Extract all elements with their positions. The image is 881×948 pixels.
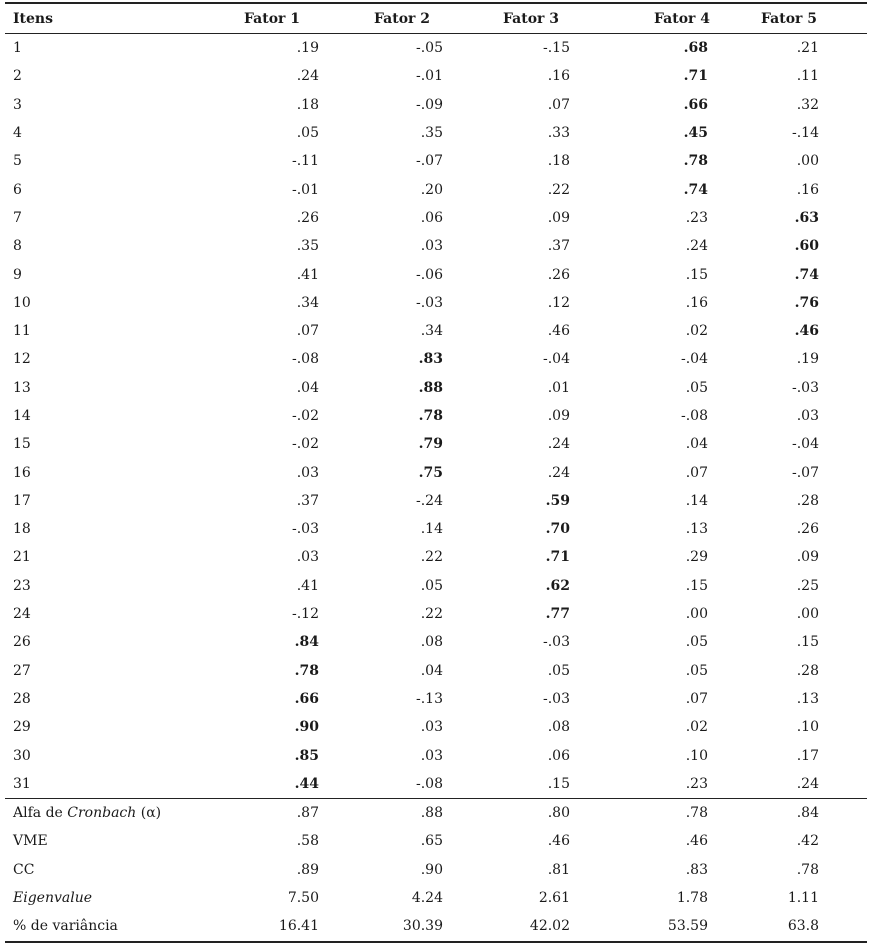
- item-number: 26: [13, 634, 31, 651]
- table-row: [5, 430, 867, 458]
- table-row: [5, 119, 867, 147]
- loading-cell-factor-5: .19: [796, 351, 819, 368]
- table-row: [5, 91, 867, 119]
- item-number: 18: [13, 521, 31, 538]
- loading-cell-factor-2: .75: [418, 464, 443, 481]
- loading-cell-factor-4: .68: [683, 40, 708, 57]
- header-factor-1: Fator 1: [244, 10, 301, 27]
- item-number: 30: [13, 747, 31, 764]
- loading-cell-factor-2: -.01: [416, 68, 443, 85]
- loading-cell-factor-4: .14: [685, 492, 708, 509]
- loading-cell-factor-3: .12: [547, 294, 570, 311]
- item-number: 8: [13, 238, 22, 255]
- loading-cell-factor-5: .28: [796, 492, 819, 509]
- loading-cell-factor-5: -.04: [792, 436, 819, 453]
- table-row: [5, 487, 867, 515]
- loading-cell-factor-1: .05: [296, 125, 319, 142]
- stat-value-factor-2: .65: [420, 833, 443, 850]
- loading-cell-factor-4: -.08: [681, 408, 708, 424]
- table-row: [5, 685, 867, 713]
- loading-cell-factor-2: .34: [420, 323, 443, 340]
- loading-cell-factor-3: .07: [547, 96, 570, 113]
- table-row: [5, 543, 867, 571]
- stat-label-suffix: (α): [136, 805, 162, 822]
- loading-cell-factor-4: .23: [685, 209, 708, 226]
- header-factor-5: Fator 5: [761, 10, 818, 27]
- loading-cell-factor-3: -.03: [543, 634, 570, 651]
- loading-cell-factor-1: .18: [296, 96, 319, 113]
- stat-value-factor-3: .80: [547, 805, 570, 822]
- loading-cell-factor-5: .21: [796, 40, 819, 57]
- stat-label: [5, 799, 213, 828]
- loading-cell-factor-1: .26: [296, 209, 319, 226]
- loading-cell-factor-2: .05: [420, 577, 443, 594]
- stats-row: [5, 799, 867, 828]
- loading-cell-factor-5: .13: [796, 690, 819, 707]
- loading-cell-factor-3: .71: [545, 549, 570, 566]
- loading-cell-factor-2: .35: [420, 125, 443, 142]
- table-row: [5, 317, 867, 345]
- item-number: 16: [13, 464, 31, 481]
- loading-cell-factor-5: .15: [796, 634, 819, 651]
- loading-cell-factor-3: .26: [547, 266, 570, 283]
- item-number: 10: [13, 294, 31, 311]
- loading-cell-factor-2: -.03: [416, 294, 443, 311]
- stat-label-text: Alfa de: [13, 805, 68, 822]
- loading-cell-factor-1: -.01: [292, 181, 319, 198]
- item-number: 13: [13, 379, 31, 396]
- item-number: 3: [13, 96, 22, 113]
- stat-value-factor-4: 1.78: [676, 890, 708, 907]
- stat-value-factor-1: 7.50: [287, 890, 319, 907]
- table-row: [5, 402, 867, 430]
- header-items: Itens: [13, 10, 53, 27]
- loading-cell-factor-2: .78: [418, 408, 443, 424]
- loading-cell-factor-1: -.02: [292, 408, 319, 424]
- loading-cell-factor-3: -.04: [543, 351, 570, 368]
- item-number: 29: [13, 719, 31, 736]
- table-row: [5, 232, 867, 260]
- table-row: [5, 572, 867, 600]
- loading-cell-factor-5: .63: [794, 209, 819, 226]
- loading-cell-factor-4: .74: [683, 181, 708, 198]
- loading-cell-factor-4: .07: [685, 464, 708, 481]
- loading-cell-factor-4: .05: [685, 634, 708, 651]
- loading-cell-factor-5: .11: [796, 68, 819, 85]
- loading-cell-factor-3: .15: [547, 775, 570, 792]
- loading-cell-factor-3: .08: [547, 719, 570, 736]
- loading-cell-factor-4: .02: [685, 323, 708, 340]
- loading-cell-factor-2: .03: [420, 238, 443, 255]
- loading-cell-factor-4: .78: [683, 153, 708, 170]
- loading-cell-factor-1: .44: [294, 775, 319, 792]
- item-number: 28: [13, 690, 31, 707]
- loading-cell-factor-4: .15: [685, 577, 708, 594]
- item-number: 15: [13, 436, 31, 453]
- stat-label-italic: Eigenvalue: [13, 890, 92, 907]
- loading-cell-factor-2: .03: [420, 719, 443, 736]
- table-row: [5, 741, 867, 769]
- loading-cell-factor-3: .06: [547, 747, 570, 764]
- loading-cell-factor-1: -.11: [292, 153, 319, 170]
- stat-value-factor-2: 4.24: [411, 890, 443, 907]
- loading-cell-factor-2: .14: [420, 521, 443, 538]
- loading-cell-factor-3: .59: [545, 492, 570, 509]
- loading-cell-factor-1: .19: [296, 40, 319, 57]
- table-row: [5, 175, 867, 203]
- loading-cell-factor-5: .25: [796, 577, 819, 594]
- item-number: 21: [13, 549, 31, 566]
- header-row: [5, 3, 867, 34]
- table-row: [5, 628, 867, 656]
- loading-cell-factor-1: .90: [294, 719, 319, 736]
- loading-cell-factor-5: .60: [794, 238, 819, 255]
- loading-cell-factor-5: .46: [794, 323, 819, 340]
- loading-cell-factor-4: .23: [685, 775, 708, 792]
- loading-cell-factor-4: .71: [683, 68, 708, 85]
- loading-cell-factor-2: -.09: [416, 96, 443, 113]
- loading-cell-factor-5: .74: [794, 266, 819, 283]
- loading-cell-factor-3: .46: [547, 323, 570, 340]
- item-number: 23: [13, 577, 31, 594]
- stats-row: [5, 827, 867, 855]
- loading-cell-factor-1: -.12: [292, 606, 319, 623]
- loading-cell-factor-4: .45: [683, 125, 708, 142]
- loading-cell-factor-1: -.02: [292, 436, 319, 453]
- loading-cell-factor-1: .41: [296, 266, 319, 283]
- table-row: [5, 374, 867, 402]
- loading-cell-factor-1: .37: [296, 492, 319, 509]
- loading-cell-factor-4: .66: [683, 96, 708, 113]
- loading-cell-factor-3: -.15: [543, 40, 570, 57]
- item-number: 7: [13, 209, 22, 226]
- loading-cell-factor-3: .09: [547, 209, 570, 226]
- loading-cell-factor-4: .04: [685, 436, 708, 453]
- loading-cell-factor-4: .15: [685, 266, 708, 283]
- loading-cell-factor-1: .34: [296, 294, 319, 311]
- stat-value-factor-5: .42: [796, 833, 819, 850]
- stat-value-factor-4: .78: [685, 805, 708, 822]
- loading-cell-factor-4: -.04: [681, 351, 708, 368]
- loading-cell-factor-5: -.14: [792, 125, 819, 142]
- loading-cell-factor-5: .17: [796, 747, 819, 764]
- loading-cell-factor-5: -.07: [792, 464, 819, 481]
- loading-cell-factor-1: .03: [296, 549, 319, 566]
- loading-cell-factor-4: .29: [685, 549, 708, 566]
- loading-cell-factor-5: .16: [796, 181, 819, 198]
- stat-value-factor-2: 30.39: [402, 918, 443, 935]
- loading-cell-factor-2: .06: [420, 209, 443, 226]
- stat-value-factor-3: 42.02: [529, 918, 570, 935]
- loading-cell-factor-2: -.07: [416, 153, 443, 170]
- stat-value-factor-1: .58: [296, 833, 319, 850]
- stat-label: [5, 912, 213, 941]
- stats-row: [5, 912, 867, 941]
- factor-loadings-table-container: [5, 2, 867, 943]
- header-factor-4: Fator 4: [654, 10, 711, 27]
- loading-cell-factor-4: .24: [685, 238, 708, 255]
- table-row: [5, 204, 867, 232]
- loading-cell-factor-4: .05: [685, 379, 708, 396]
- table-row: [5, 458, 867, 486]
- loading-cell-factor-1: .78: [294, 662, 319, 679]
- loading-cell-factor-1: .07: [296, 323, 319, 340]
- stats-row: [5, 884, 867, 912]
- loading-cell-factor-3: .62: [545, 577, 570, 594]
- loading-cell-factor-3: .33: [547, 125, 570, 142]
- loading-cell-factor-3: .37: [547, 238, 570, 255]
- loading-cell-factor-4: .07: [685, 690, 708, 707]
- table-row: [5, 515, 867, 543]
- table-row: [5, 713, 867, 741]
- item-number: 6: [13, 181, 22, 198]
- stat-value-factor-5: 63.8: [787, 918, 819, 935]
- item-number: 12: [13, 351, 31, 368]
- item-number: 2: [13, 68, 22, 85]
- loading-cell-factor-1: .03: [296, 464, 319, 481]
- stat-value-factor-1: 16.41: [278, 918, 319, 935]
- loading-cell-factor-5: .32: [796, 96, 819, 113]
- loading-cell-factor-2: .22: [420, 606, 443, 623]
- stats-row: [5, 856, 867, 884]
- loading-cell-factor-4: .00: [685, 606, 708, 623]
- stat-label: [5, 827, 213, 855]
- stat-value-factor-3: 2.61: [538, 890, 570, 907]
- loading-cell-factor-2: .20: [420, 181, 443, 198]
- stat-label-italic: Cronbach: [67, 805, 137, 822]
- loading-cell-factor-3: .16: [547, 68, 570, 85]
- loading-cell-factor-1: .84: [294, 634, 319, 651]
- loading-cell-factor-2: -.13: [416, 690, 443, 707]
- loading-cell-factor-3: .70: [545, 521, 570, 538]
- loading-cell-factor-4: .10: [685, 747, 708, 764]
- table-row: [5, 600, 867, 628]
- item-number: 1: [13, 40, 22, 57]
- stat-value-factor-5: .84: [796, 805, 819, 822]
- stat-value-factor-4: .83: [685, 861, 708, 878]
- loading-cell-factor-4: .02: [685, 719, 708, 736]
- stat-value-factor-5: 1.11: [787, 890, 819, 907]
- loading-cell-factor-3: .09: [547, 408, 570, 424]
- stat-label: [5, 884, 213, 912]
- loading-cell-factor-3: .22: [547, 181, 570, 198]
- loading-cell-factor-1: .35: [296, 238, 319, 255]
- loading-cell-factor-4: .13: [685, 521, 708, 538]
- loading-cell-factor-2: .03: [420, 747, 443, 764]
- loading-cell-factor-2: .79: [418, 436, 443, 453]
- table-header: [5, 3, 867, 34]
- loading-cell-factor-3: .01: [547, 379, 570, 396]
- stat-value-factor-1: .89: [296, 861, 319, 878]
- loading-cell-factor-2: .88: [418, 379, 443, 396]
- stat-value-factor-2: .90: [420, 861, 443, 878]
- table-row: [5, 657, 867, 685]
- loading-cell-factor-1: .85: [294, 747, 319, 764]
- table-row: [5, 260, 867, 288]
- loading-cell-factor-5: .03: [796, 408, 819, 424]
- item-number: 14: [13, 408, 31, 424]
- loading-cell-factor-1: .66: [294, 690, 319, 707]
- loading-cell-factor-3: .77: [545, 606, 570, 623]
- loading-cell-factor-2: -.24: [416, 492, 443, 509]
- header-factor-2: Fator 2: [374, 10, 431, 27]
- loading-cell-factor-2: .22: [420, 549, 443, 566]
- table-row: [5, 770, 867, 799]
- loading-cell-factor-1: .04: [296, 379, 319, 396]
- item-number: 4: [13, 125, 22, 142]
- stat-label-text: VME: [13, 833, 48, 850]
- loading-cell-factor-4: .05: [685, 662, 708, 679]
- stat-value-factor-1: .87: [296, 805, 319, 822]
- stat-label-text: % de variância: [13, 918, 118, 935]
- loading-cell-factor-5: .26: [796, 521, 819, 538]
- loading-cell-factor-2: -.06: [416, 266, 443, 283]
- item-number: 9: [13, 266, 22, 283]
- stat-value-factor-5: .78: [796, 861, 819, 878]
- loading-cell-factor-3: .24: [547, 464, 570, 481]
- loading-cell-factor-5: .09: [796, 549, 819, 566]
- table-row: [5, 147, 867, 175]
- stat-value-factor-2: .88: [420, 805, 443, 822]
- stat-label: [5, 856, 213, 884]
- loading-cell-factor-5: .76: [794, 294, 819, 311]
- loading-cell-factor-3: -.03: [543, 690, 570, 707]
- stat-value-factor-3: .81: [547, 861, 570, 878]
- item-number: 17: [13, 492, 31, 509]
- loading-cell-factor-5: .28: [796, 662, 819, 679]
- item-number: 5: [13, 153, 22, 170]
- loading-cell-factor-5: .10: [796, 719, 819, 736]
- table-row: [5, 289, 867, 317]
- item-number: 24: [13, 606, 31, 623]
- loading-cell-factor-4: .16: [685, 294, 708, 311]
- loading-cell-factor-2: -.08: [416, 775, 443, 792]
- loading-cell-factor-2: .04: [420, 662, 443, 679]
- table-row: [5, 34, 867, 63]
- stat-value-factor-4: .46: [685, 833, 708, 850]
- factor-loadings-table: [5, 2, 867, 943]
- loading-cell-factor-5: .24: [796, 775, 819, 792]
- stat-value-factor-3: .46: [547, 833, 570, 850]
- header-factor-3: Fator 3: [503, 10, 560, 27]
- loading-cell-factor-2: -.05: [416, 40, 443, 57]
- loading-cell-factor-1: .24: [296, 68, 319, 85]
- stat-label-text: CC: [13, 861, 35, 878]
- loading-cell-factor-2: .83: [418, 351, 443, 368]
- table-row: [5, 345, 867, 373]
- loading-cell-factor-1: -.03: [292, 521, 319, 538]
- stat-value-factor-4: 53.59: [667, 918, 708, 935]
- table-body: [5, 34, 867, 942]
- loading-cell-factor-5: .00: [796, 606, 819, 623]
- loading-cell-factor-5: -.03: [792, 379, 819, 396]
- loading-cell-factor-1: -.08: [292, 351, 319, 368]
- table-row: [5, 62, 867, 90]
- loading-cell-factor-3: .24: [547, 436, 570, 453]
- item-number: 11: [13, 323, 31, 340]
- item-number: 31: [13, 775, 31, 792]
- item-number: 27: [13, 662, 31, 679]
- loading-cell-factor-5: .00: [796, 153, 819, 170]
- loading-cell-factor-3: .05: [547, 662, 570, 679]
- loading-cell-factor-1: .41: [296, 577, 319, 594]
- loading-cell-factor-2: .08: [420, 634, 443, 651]
- loading-cell-factor-3: .18: [547, 153, 570, 170]
